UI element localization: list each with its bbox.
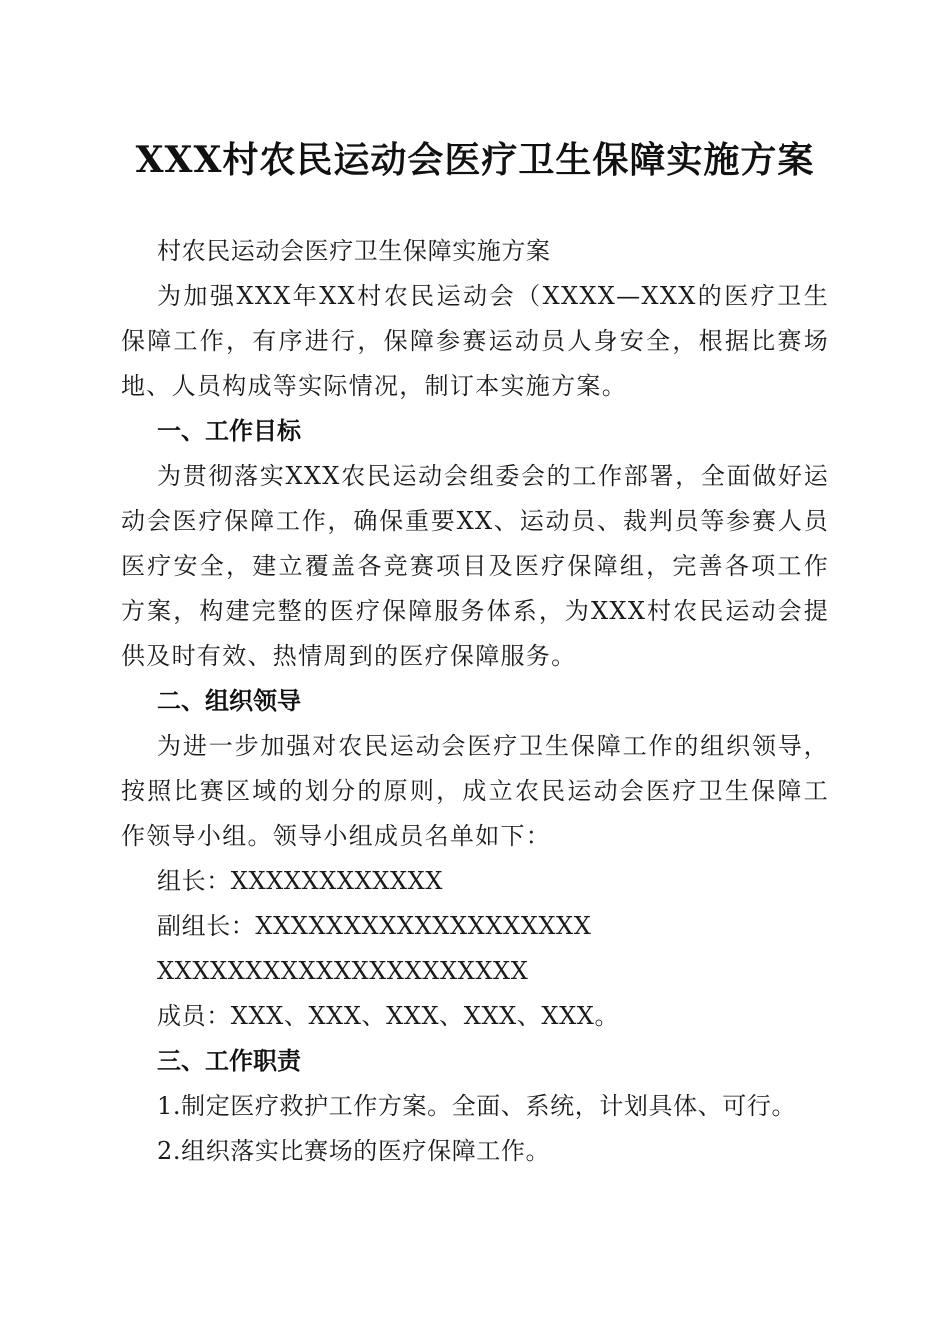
goals-paragraph: 为贯彻落实XXX农民运动会组委会的工作部署，全面做好运动会医疗保障工作，确保重要XX、运动员、裁判员等参赛人员医疗安全，建立覆盖各竞赛项目及医疗保障组，完善各项工作方案，构建完整的医疗保障服务体系，为XXX村农民运动会提供及时有效、热情周到的医疗保障服务。 [121,462,829,670]
duty-item-2: 2.组织落实比赛场的医疗保障工作。 [157,1137,551,1165]
leader-line: 组长：XXXXXXXXXXXX [157,867,444,895]
section-heading-leadership: 二、组织领导 [157,687,301,715]
document-title: XXX村农民运动会医疗卫生保障实施方案 [135,139,815,181]
section-heading-goals: 一、工作目标 [157,417,301,445]
document-body [121,229,829,1174]
leadership-paragraph: 为进一步加强对农民运动会医疗卫生保障工作的组织领导，按照比赛区域的划分的原则，成立农民运动会医疗卫生保障工作领导小组。领导小组成员名单如下： [121,732,829,850]
intro-paragraph: 为加强XXX年XX村农民运动会（XXXX—XXX的医疗卫生保障工作，有序进行，保障参赛运动员人身安全，根据比赛场地、人员构成等实际情况，制订本实施方案。 [121,282,829,400]
deputy-continuation-line: XXXXXXXXXXXXXXXXXXXXX [157,957,529,985]
document-subtitle: 村农民运动会医疗卫生保障实施方案 [157,237,551,265]
members-line: 成员：XXX、XXX、XXX、XXX、XXX。 [157,1002,620,1030]
deputy-line: 副组长：XXXXXXXXXXXXXXXXXXX [157,912,592,940]
section-heading-duties: 三、工作职责 [157,1047,301,1075]
duty-item-1: 1.制定医疗救护工作方案。全面、系统，计划具体、可行。 [157,1092,797,1120]
